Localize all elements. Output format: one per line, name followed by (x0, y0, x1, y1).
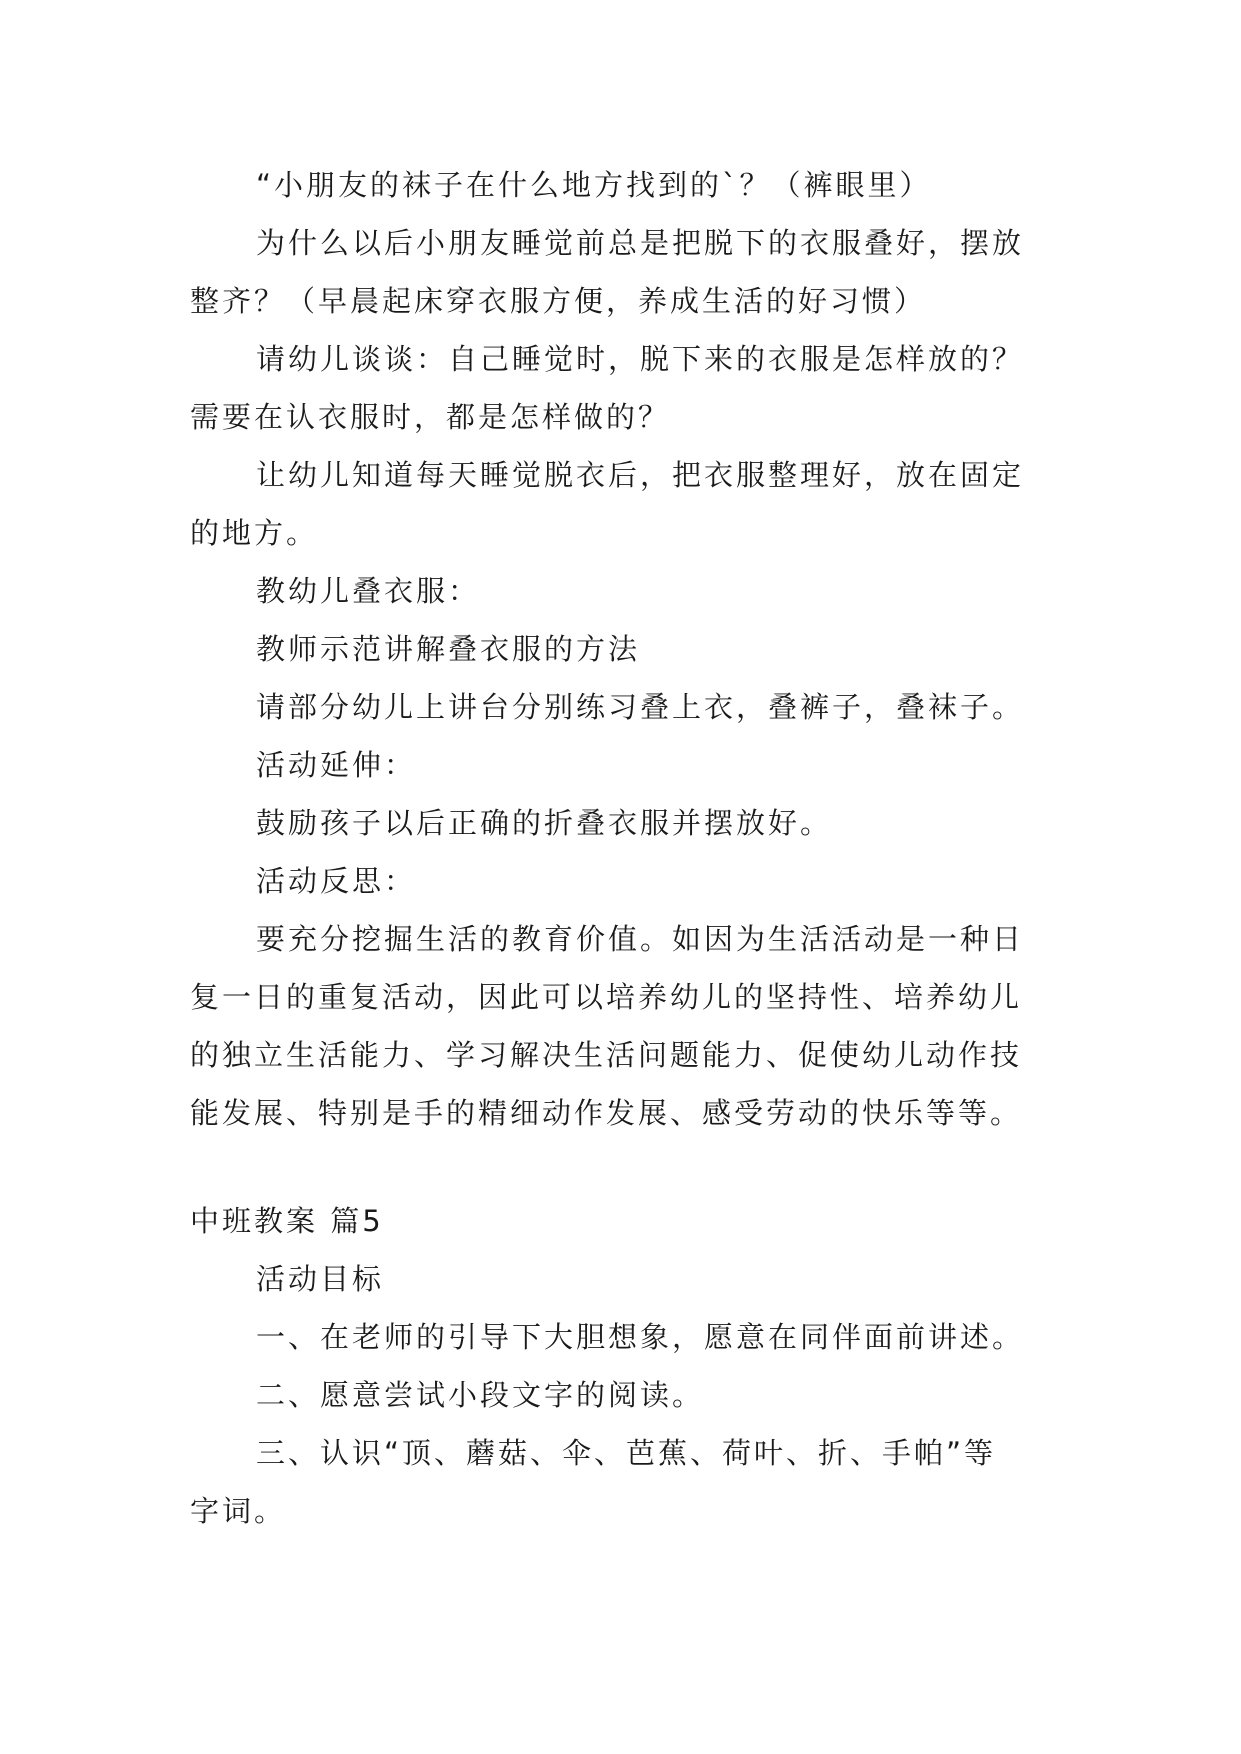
text-line: 能发展、特别是手的精细动作发展、感受劳动的快乐等等。 (190, 1096, 1023, 1130)
paragraph-group-1 (190, 156, 1070, 1142)
document-body (190, 156, 1070, 1540)
text-line: 整齐？（早晨起床穿衣服方便，养成生活的好习惯） (190, 284, 927, 318)
text-line: 二、愿意尝试小段文字的阅读。 (256, 1378, 705, 1412)
text-line: 鼓励孩子以后正确的折叠衣服并摆放好。 (256, 806, 833, 840)
text-line: 的独立生活能力、学习解决生活问题能力、促使幼儿动作技 (190, 1038, 1023, 1072)
text-line: 活动目标 (256, 1262, 385, 1296)
text-line: “小朋友的袜子在什么地方找到的`？（裤眼里） (256, 168, 932, 202)
text-line: 教幼儿叠衣服： (256, 574, 481, 608)
text-line: 让幼儿知道每天睡觉脱衣后，把衣服整理好，放在固定 (256, 458, 1025, 492)
text-line: 请部分幼儿上讲台分别练习叠上衣，叠裤子，叠袜子。 (256, 690, 1025, 724)
text-line: 的地方。 (190, 516, 319, 550)
section-title: 中班教案 篇5 (190, 1204, 384, 1238)
text-line: 三、认识“顶、蘑菇、伞、芭蕉、荷叶、折、手帕”等 (256, 1436, 997, 1470)
text-line: 需要在认衣服时，都是怎样做的？ (190, 400, 671, 434)
section-gap (190, 1142, 1070, 1192)
text-line: 活动反思： (256, 864, 417, 898)
text-line: 为什么以后小朋友睡觉前总是把脱下的衣服叠好，摆放 (256, 226, 1025, 260)
text-line: 教师示范讲解叠衣服的方法 (256, 632, 641, 666)
paragraph-group-2 (190, 1250, 1070, 1540)
text-line: 要充分挖掘生活的教育价值。如因为生活活动是一种日 (256, 922, 1025, 956)
text-line: 请幼儿谈谈：自己睡觉时，脱下来的衣服是怎样放的？ (256, 342, 1025, 376)
text-line: 字词。 (190, 1494, 287, 1528)
text-line: 一、在老师的引导下大胆想象，愿意在同伴面前讲述。 (256, 1320, 1025, 1354)
text-line: 复一日的重复活动，因此可以培养幼儿的坚持性、培养幼儿 (190, 980, 1023, 1014)
text-line: 活动延伸： (256, 748, 417, 782)
